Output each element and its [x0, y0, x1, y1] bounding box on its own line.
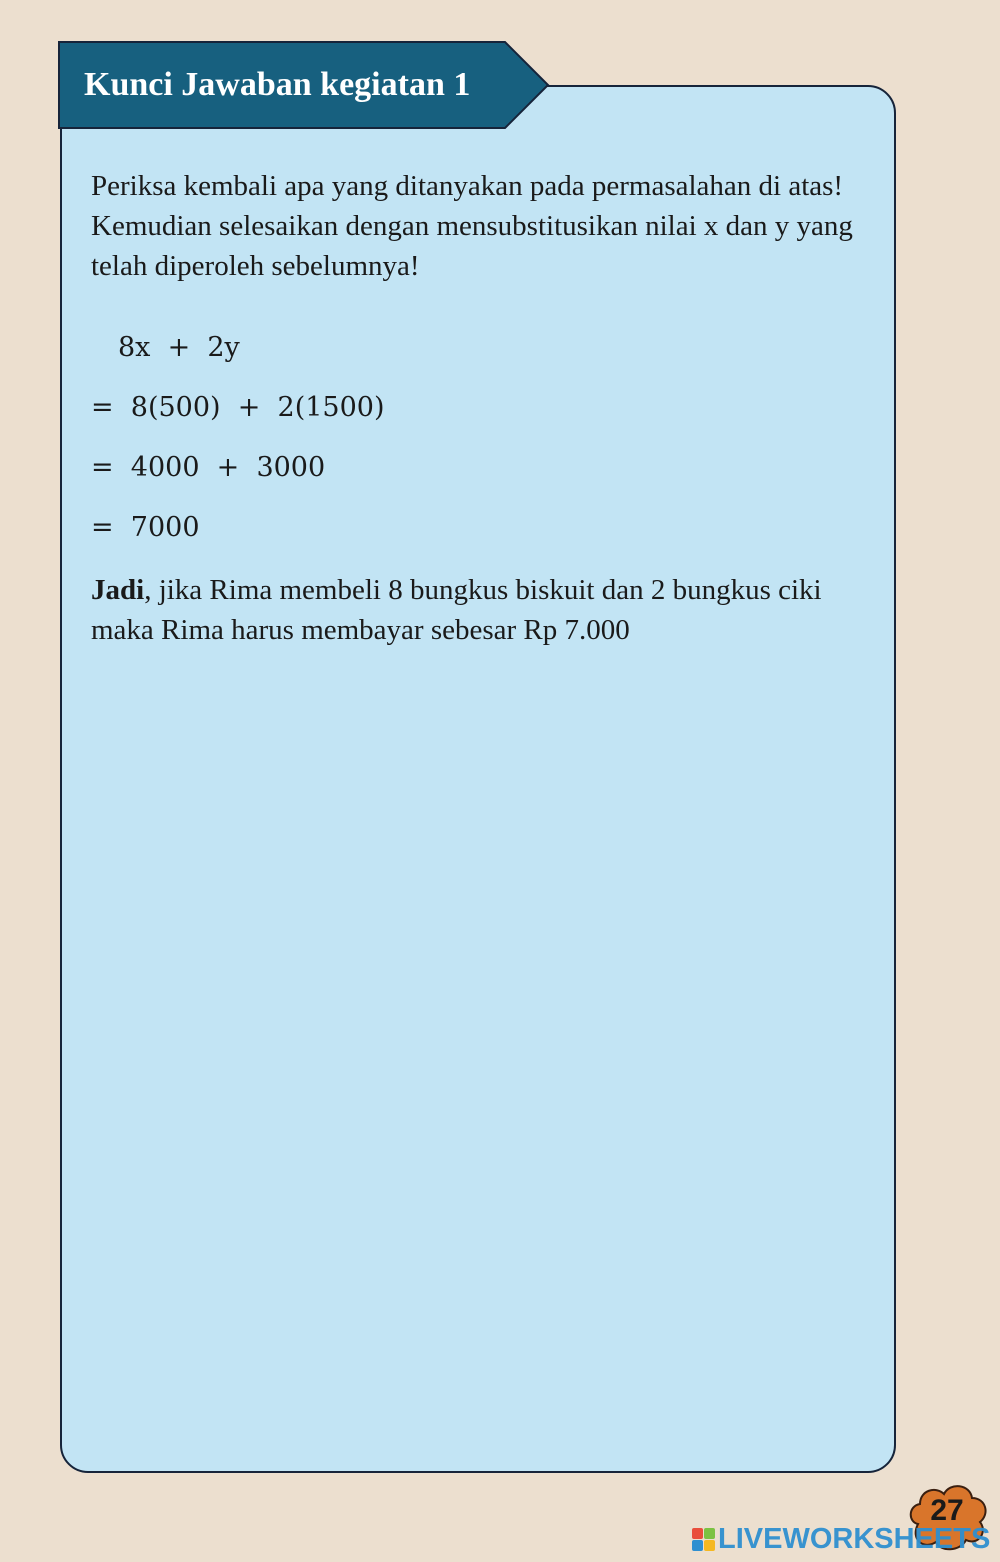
page-number: 27 [930, 1494, 964, 1527]
conclusion-bold: Jadi [91, 574, 145, 606]
instruction-text: Periksa kembali apa yang ditanyakan pada permasalahan di atas! Kemudian selesaikan dengan mensubstitusikan nilai x dan y yang telah diperoleh sebelumnya! [91, 170, 853, 282]
watermark-text: LIVEWORKSHEETS [718, 1522, 991, 1555]
page-title: Kunci Jawaban kegiatan 1 [84, 66, 471, 103]
math-line-products: = 4000 + 3000 [91, 452, 326, 483]
conclusion-rest: , jika Rima membeli 8 bungkus biskuit dan 2 bungkus ciki maka Rima harus membayar sebesar Rp 7.000 [91, 574, 822, 646]
title-banner [58, 41, 550, 129]
liveworksheets-watermark [692, 1522, 990, 1556]
conclusion-text [91, 570, 881, 650]
liveworksheets-logo-icon [692, 1528, 715, 1551]
math-line-expression: 8x + 2y [118, 332, 240, 363]
math-line-substitution: = 8(500) + 2(1500) [91, 392, 385, 423]
math-line-result: = 7000 [91, 512, 200, 543]
answer-content [91, 166, 881, 650]
